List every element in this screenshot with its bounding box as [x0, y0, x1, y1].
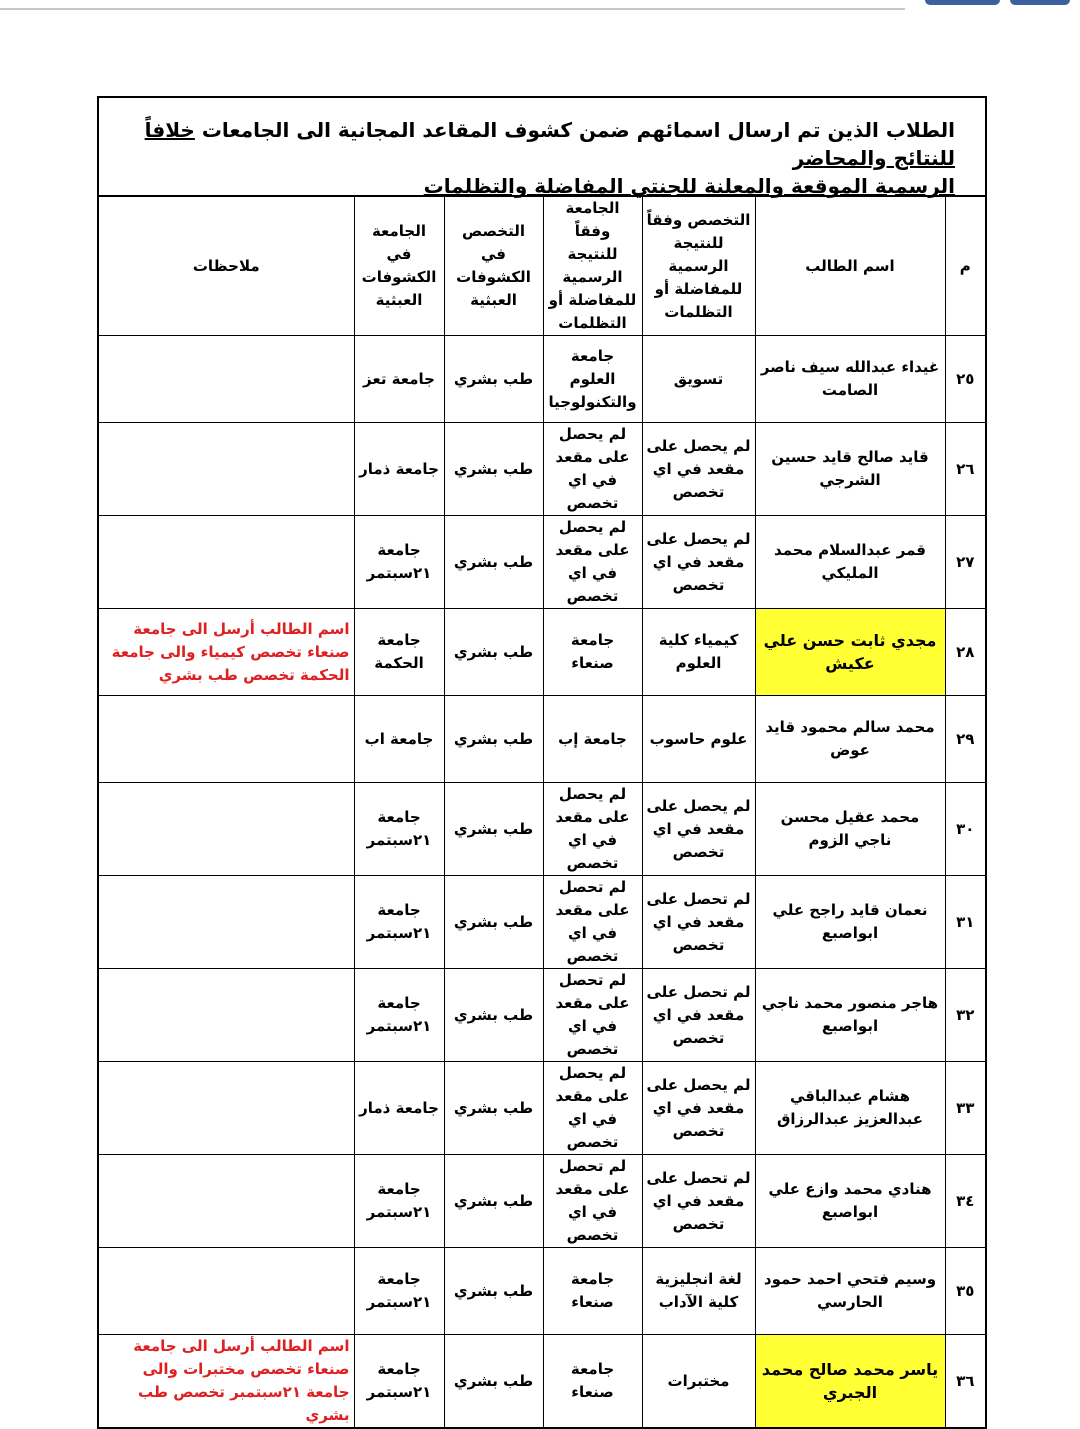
official-specialization: مختبرات	[642, 1335, 755, 1428]
listed-university: جامعة تعز	[354, 336, 444, 423]
official-university: لم يحصل على مقعد في اي تخصص	[543, 516, 642, 609]
listed-university: جامعة ٢١سبتمر	[354, 1335, 444, 1428]
student-name: نعمان قايد راجح علي ابواصبع	[755, 876, 945, 969]
student-name: غيداء عبدالله سيف ناصر الصامت	[755, 336, 945, 423]
student-name: هنادي محمد وازع علي ابواصبع	[755, 1155, 945, 1248]
listed-university: جامعة ٢١سبتمر	[354, 876, 444, 969]
listed-specialization: طب بشري	[444, 609, 543, 696]
official-university: لم تحصل على مقعد في اي تخصص	[543, 1155, 642, 1248]
top-bar	[0, 0, 1080, 10]
listed-specialization: طب بشري	[444, 336, 543, 423]
official-university: لم يحصل على مقعد في اي تخصص	[543, 783, 642, 876]
listed-specialization: طب بشري	[444, 1062, 543, 1155]
header-official-spec: التخصص وفقاً للنتيجة الرسمية للمفاضلة أو التظلمات	[642, 197, 755, 336]
listed-specialization: طب بشري	[444, 783, 543, 876]
official-university: جامعة إب	[543, 696, 642, 783]
table-row	[99, 1248, 985, 1335]
table-row	[99, 516, 985, 609]
official-specialization: تسويق	[642, 336, 755, 423]
listed-university: جامعة ٢١سبتمر	[354, 969, 444, 1062]
listed-university: جامعة ٢١سبتمر	[354, 1248, 444, 1335]
official-university: لم تحصل على مقعد في اي تخصص	[543, 969, 642, 1062]
listed-specialization: طب بشري	[444, 876, 543, 969]
title-line2: الرسمية الموقعة والمعلنة للجنتي المفاضلة والتظلمات	[423, 174, 955, 198]
row-note	[99, 336, 354, 423]
row-note	[99, 876, 354, 969]
row-number: ٢٦	[945, 423, 985, 516]
table-row	[99, 336, 985, 423]
student-name: محمد سالم محمود قايد عوض	[755, 696, 945, 783]
official-specialization: لم يحصل على مقعد في اي تخصص	[642, 1062, 755, 1155]
title-line1-underlined: خلافاً للنتائج والمحاضر	[144, 118, 955, 170]
row-number: ٣٤	[945, 1155, 985, 1248]
listed-university: جامعة ٢١سبتمر	[354, 516, 444, 609]
table-header-row	[99, 197, 985, 336]
listed-university: جامعة ذمار	[354, 423, 444, 516]
table-row	[99, 696, 985, 783]
header-num: م	[945, 197, 985, 336]
table-row	[99, 609, 985, 696]
header-name: اسم الطالب	[755, 197, 945, 336]
official-university: لم يحصل على مقعد في اي تخصص	[543, 1062, 642, 1155]
row-note: اسم الطالب أرسل الى جامعة صنعاء تخصص مختبرات والى جامعة ٢١سبتمبر تخصص طب بشري	[99, 1335, 354, 1428]
header-random-spec: التخصص في الكشوفات العبثية	[444, 197, 543, 336]
official-specialization: لغة انجليزية كلية الآداب	[642, 1248, 755, 1335]
row-note	[99, 969, 354, 1062]
row-note	[99, 423, 354, 516]
official-specialization: لم يحصل على مقعد في اي تخصص	[642, 423, 755, 516]
listed-university: جامعة اب	[354, 696, 444, 783]
table-row	[99, 1062, 985, 1155]
row-number: ٣٣	[945, 1062, 985, 1155]
row-note	[99, 1155, 354, 1248]
listed-specialization: طب بشري	[444, 1248, 543, 1335]
official-specialization: لم تحصل على مقعد في اي تخصص	[642, 876, 755, 969]
header-official-univ: الجامعة وفقاً للنتيجة الرسمية للمفاضلة أو التظلمات	[543, 197, 642, 336]
top-tab-button[interactable]	[1010, 0, 1070, 5]
document-title	[99, 98, 985, 197]
official-university: جامعة صنعاء	[543, 1335, 642, 1428]
listed-specialization: طب بشري	[444, 969, 543, 1062]
student-name: قمر عبدالسلام محمد المليكي	[755, 516, 945, 609]
table-row	[99, 876, 985, 969]
header-notes: ملاحظات	[99, 197, 354, 336]
student-name: هشام عبدالباقي عبدالعزيز عبدالرزاق	[755, 1062, 945, 1155]
top-tab-button[interactable]	[925, 0, 1000, 5]
student-name: ياسر محمد صالح محمد الجبري	[755, 1335, 945, 1428]
official-university: جامعة صنعاء	[543, 1248, 642, 1335]
row-number: ٢٨	[945, 609, 985, 696]
row-number: ٣٠	[945, 783, 985, 876]
document-table	[97, 96, 987, 1429]
student-name: مجدي ثابت حسن علي عكيش	[755, 609, 945, 696]
table-row	[99, 423, 985, 516]
row-number: ٢٥	[945, 336, 985, 423]
student-name: قايد صالح قايد حسين الشرجي	[755, 423, 945, 516]
row-note	[99, 1062, 354, 1155]
table-row	[99, 969, 985, 1062]
row-number: ٣١	[945, 876, 985, 969]
row-number: ٣٦	[945, 1335, 985, 1428]
official-university: جامعة العلوم والتكنولوجيا	[543, 336, 642, 423]
header-random-univ: الجامعة في الكشوفات العبثية	[354, 197, 444, 336]
table-row	[99, 1155, 985, 1248]
official-university: لم يحصل على مقعد في اي تخصص	[543, 423, 642, 516]
official-specialization: كيمياء كلية العلوم	[642, 609, 755, 696]
official-specialization: لم يحصل على مقعد في اي تخصص	[642, 516, 755, 609]
official-specialization: علوم حاسوب	[642, 696, 755, 783]
row-note	[99, 1248, 354, 1335]
listed-specialization: طب بشري	[444, 696, 543, 783]
listed-university: جامعة الحكمة	[354, 609, 444, 696]
listed-specialization: طب بشري	[444, 1335, 543, 1428]
official-university: جامعة صنعاء	[543, 609, 642, 696]
row-note	[99, 783, 354, 876]
row-number: ٢٩	[945, 696, 985, 783]
row-note	[99, 696, 354, 783]
listed-specialization: طب بشري	[444, 516, 543, 609]
official-university: لم تحصل على مقعد في اي تخصص	[543, 876, 642, 969]
title-line1: الطلاب الذين تم ارسال اسمائهم ضمن كشوف المقاعد المجانية الى الجامعات	[194, 118, 955, 142]
listed-university: جامعة ٢١سبتمر	[354, 1155, 444, 1248]
students-table	[99, 197, 985, 1427]
listed-specialization: طب بشري	[444, 1155, 543, 1248]
student-name: محمد عقيل محسن ناجي الزوم	[755, 783, 945, 876]
official-specialization: لم تحصل على مقعد في اي تخصص	[642, 969, 755, 1062]
table-row	[99, 1335, 985, 1428]
official-specialization: لم تحصل على مقعد في اي تخصص	[642, 1155, 755, 1248]
table-row	[99, 783, 985, 876]
listed-university: جامعة ٢١سبتمر	[354, 783, 444, 876]
top-divider	[0, 8, 905, 10]
row-number: ٣٢	[945, 969, 985, 1062]
official-specialization: لم يحصل على مقعد في اي تخصص	[642, 783, 755, 876]
listed-specialization: طب بشري	[444, 423, 543, 516]
row-number: ٣٥	[945, 1248, 985, 1335]
student-name: وسيم فتحي احمد حمود الحارسي	[755, 1248, 945, 1335]
row-note	[99, 516, 354, 609]
row-note: اسم الطالب أرسل الى جامعة صنعاء تخصص كيمياء والى جامعة الحكمة تخصص طب بشري	[99, 609, 354, 696]
listed-university: جامعة ذمار	[354, 1062, 444, 1155]
student-name: هاجر منصور محمد ناجي ابواصبع	[755, 969, 945, 1062]
row-number: ٢٧	[945, 516, 985, 609]
